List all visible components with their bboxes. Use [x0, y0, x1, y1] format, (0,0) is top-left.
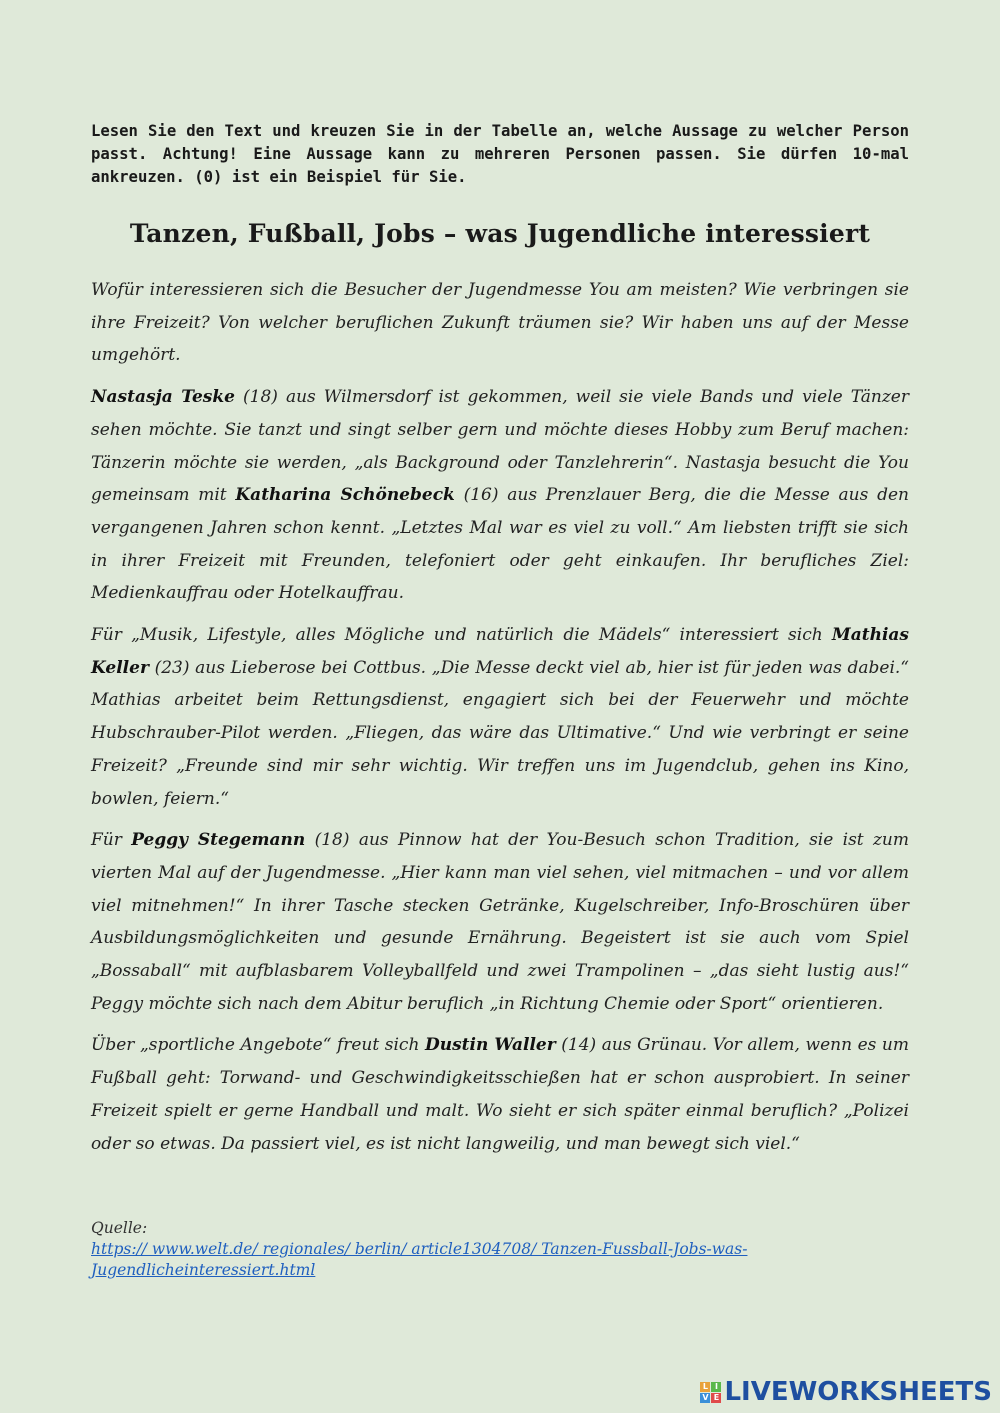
- logo-block: I: [711, 1382, 721, 1392]
- logo-block: V: [702, 1392, 709, 1402]
- source-citation: [91, 1218, 811, 1281]
- worksheet-page: [91, 120, 909, 1169]
- source-label: Quelle:: [91, 1219, 148, 1237]
- person-name: Katharina Schönebeck: [235, 485, 455, 506]
- liveworksheets-logo[interactable]: [700, 1377, 992, 1407]
- logo-block: E: [711, 1393, 721, 1403]
- person-name: Peggy Stegemann: [131, 830, 306, 851]
- logo-block: L: [700, 1382, 710, 1392]
- article-intro: Wofür interessieren sich die Besucher der Jugendmesse You am meisten? Wie verbringen sie ihre Freizeit? Von welcher beruflichen Zukunft träumen sie? Wir haben uns auf der Messe umgehört.: [91, 280, 909, 366]
- paragraph-mathias: Für „Musik, Lifestyle, alles Mögliche und natürlich die Mädels“ interessiert sich Mathias Keller (23) aus Lieberose bei Cottbus. „Die Messe deckt viel ab, hier ist für jeden was dabei.“ Mathias arbeitet beim Rettungsdienst, engagiert sich bei der Feuerwehr und möchte Hubschrauber-Pilot werden. „Fliegen, das wäre das Ultimative.“ Und wie verbringt er seine Freizeit? „Freunde sind mir sehr wichtig. Wir treffen uns im Jugendclub, gehen ins Kino, bowlen, feiern.“: [91, 625, 909, 809]
- logo-icon: [700, 1382, 721, 1403]
- paragraph-dustin: Über „sportliche Angebote“ freut sich Dustin Waller (14) aus Grünau. Vor allem, wenn es um Fußball geht: Torwand- und Geschwindigkeitsschießen hat er schon ausprobiert. In seiner Freizeit spielt er gerne Handball und malt. Wo sieht er sich später einmal beruflich? „Polizei oder so etwas. Da passiert viel, es ist nicht langweilig, und man bewegt sich viel.“: [91, 1035, 909, 1154]
- source-link[interactable]: https:// www.welt.de/ regionales/ berlin/ article1304708/ Tanzen-Fussball-Jobs-was-Jugendlicheinteressiert.html: [91, 1240, 748, 1279]
- person-name: Mathias Keller: [91, 625, 909, 678]
- person-name: Nastasja Teske: [91, 387, 235, 408]
- paragraph-peggy: Für Peggy Stegemann (18) aus Pinnow hat der You-Besuch schon Tradition, sie ist zum vierten Mal auf der Jugendmesse. „Hier kann man viel sehen, viel mitmachen – und vor allem viel mitnehmen!“ In ihrer Tasche stecken Getränke, Kugelschreiber, Info-Broschüren über Ausbildungsmöglichkeiten und gesunde Ernährung. Begeistert ist sie auch vom Spiel „Bossaball“ mit aufblasbarem Volleyballfeld und zwei Trampolinen – „das sieht lustig aus!“ Peggy möchte sich nach dem Abitur beruflich „in Richtung Chemie oder Sport“ orientieren.: [91, 830, 910, 1014]
- paragraph-nastasja: Nastasja Teske (18) aus Wilmersdorf ist gekommen, weil sie viele Bands und viele Tänzer sehen möchte. Sie tanzt und singt selber gern und möchte dieses Hobby zum Beruf machen: Tänzerin möchte sie werden, „als Background oder Tanzlehrerin“. Nastasja besucht die You gemeinsam mit Katharina Schönebeck (16) aus Prenzlauer Berg, die die Messe aus den vergangenen Jahren schon kennt. „Letztes Mal war es viel zu voll.“ Am liebsten trifft sie sich in ihrer Freizeit mit Freunden, telefoniert oder geht einkaufen. Ihr berufliches Ziel: Medienkauffrau oder Hotelkauffrau.: [91, 387, 910, 604]
- task-instructions: Lesen Sie den Text und kreuzen Sie in der Tabelle an, welche Aussage zu welcher Person passt. Achtung! Eine Aussage kann zu mehreren Personen passen. Sie dürfen 10-mal ankreuzen. (0) ist ein Beispiel für Sie.: [91, 122, 909, 186]
- article-title: Tanzen, Fußball, Jobs – was Jugendliche interessiert: [129, 219, 871, 248]
- brand-name: LIVEWORKSHEETS: [724, 1377, 992, 1407]
- person-name: Dustin Waller: [424, 1035, 556, 1056]
